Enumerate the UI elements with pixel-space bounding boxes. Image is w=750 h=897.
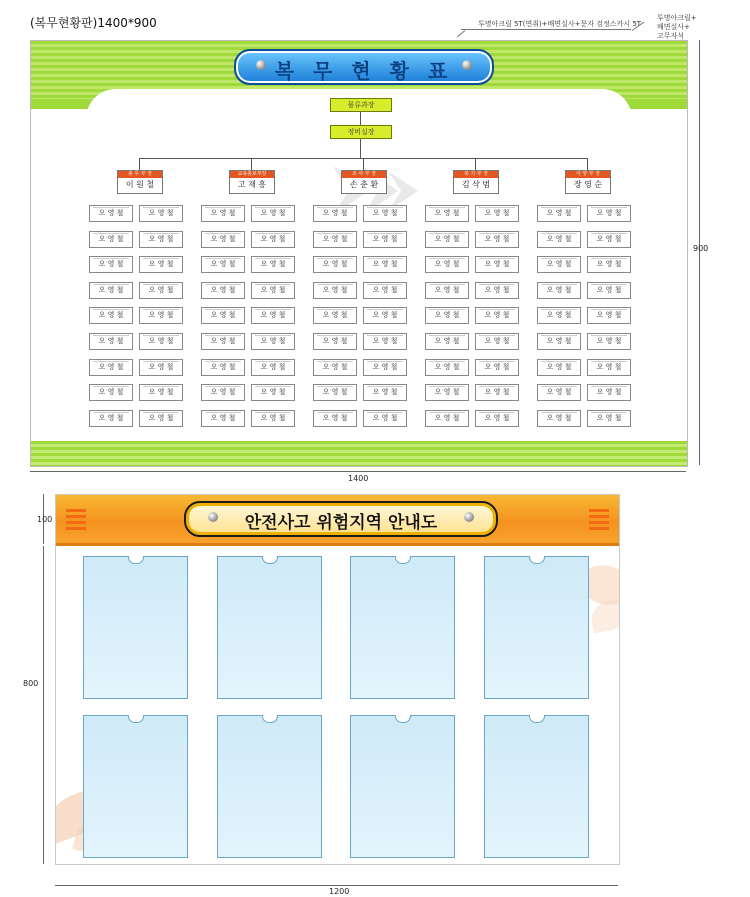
member-card: 오 영 철	[313, 307, 357, 324]
member-card: 오 영 철	[201, 307, 245, 324]
member-card: 오 영 철	[251, 410, 295, 427]
member-card: 오 영 철	[89, 307, 133, 324]
board2-height-label: 800	[23, 679, 39, 688]
member-card: 오 영 철	[587, 256, 631, 273]
member-card: 오 영 철	[251, 205, 295, 222]
member-card: 오 영 철	[139, 410, 183, 427]
member-card: 오 영 철	[363, 282, 407, 299]
vent-decoration	[66, 521, 86, 524]
duty-status-board	[30, 40, 688, 467]
member-card: 오 영 철	[363, 333, 407, 350]
org-connector	[360, 112, 361, 125]
member-card: 오 영 철	[139, 205, 183, 222]
member-card: 오 영 철	[425, 410, 469, 427]
board1-height-label: 900	[693, 244, 709, 253]
member-card: 오 영 철	[475, 384, 519, 401]
org-connector	[251, 158, 252, 170]
member-card: 오 영 철	[201, 333, 245, 350]
department-tag: 복 지 부 장	[454, 171, 498, 178]
member-card: 오 영 철	[251, 282, 295, 299]
board2-title: 안전사고 위험지역 안내도	[244, 513, 438, 533]
member-card: 오 영 철	[251, 359, 295, 376]
member-card: 오 영 철	[201, 384, 245, 401]
vent-decoration	[589, 509, 609, 512]
member-card: 오 영 철	[139, 333, 183, 350]
member-card: 오 영 철	[139, 307, 183, 324]
member-card: 오 영 철	[475, 359, 519, 376]
org-connector	[360, 139, 361, 158]
orange-divider	[56, 543, 619, 546]
department-head-card	[341, 170, 387, 194]
member-card: 오 영 철	[251, 231, 295, 248]
org-connector	[139, 158, 140, 170]
member-card: 오 영 철	[139, 282, 183, 299]
member-card: 오 영 철	[425, 205, 469, 222]
side-note-line: 투명아크릴+	[657, 14, 697, 22]
member-card: 오 영 철	[363, 231, 407, 248]
org-connector	[475, 158, 476, 170]
department-head-name: 이 원 철	[125, 180, 155, 189]
safety-guide-board	[55, 494, 620, 865]
member-card: 오 영 철	[313, 333, 357, 350]
member-card: 오 영 철	[363, 205, 407, 222]
member-card: 오 영 철	[313, 384, 357, 401]
member-card: 오 영 철	[139, 384, 183, 401]
member-card: 오 영 철	[587, 333, 631, 350]
vent-decoration	[589, 521, 609, 524]
member-card: 오 영 철	[587, 384, 631, 401]
member-card: 오 영 철	[363, 410, 407, 427]
member-card: 오 영 철	[425, 333, 469, 350]
member-card: 오 영 철	[537, 359, 581, 376]
vent-decoration	[589, 515, 609, 518]
member-card: 오 영 철	[475, 410, 519, 427]
member-card: 오 영 철	[475, 256, 519, 273]
department-head-card	[117, 170, 163, 194]
vent-decoration	[66, 509, 86, 512]
member-card: 오 영 철	[89, 333, 133, 350]
side-note	[657, 14, 697, 41]
member-card: 오 영 철	[363, 307, 407, 324]
member-card: 오 영 철	[363, 256, 407, 273]
board2-header-label: 100	[37, 515, 53, 524]
member-card: 오 영 철	[139, 359, 183, 376]
acrylic-pocket	[350, 715, 455, 858]
member-card: 오 영 철	[313, 359, 357, 376]
board1-title-banner	[234, 49, 494, 85]
member-card: 오 영 철	[537, 231, 581, 248]
member-card: 오 영 철	[201, 359, 245, 376]
acrylic-pocket	[83, 556, 188, 699]
member-card: 오 영 철	[89, 384, 133, 401]
org-connector	[363, 158, 364, 170]
member-card: 오 영 철	[425, 282, 469, 299]
vent-decoration	[66, 527, 86, 530]
member-card: 오 영 철	[537, 384, 581, 401]
board2-width-label: 1200	[329, 887, 350, 896]
member-card: 오 영 철	[363, 384, 407, 401]
org-connector	[587, 158, 588, 170]
acrylic-pocket	[484, 556, 589, 699]
department-head-name: 장 영 순	[573, 180, 603, 189]
acrylic-pocket	[217, 556, 322, 699]
acrylic-pocket	[350, 556, 455, 699]
material-note: 투명아크릴 5T(면취)+배면실사+문자 검정스카시 5T	[478, 20, 642, 28]
member-card: 오 영 철	[201, 231, 245, 248]
member-card: 오 영 철	[139, 231, 183, 248]
member-card: 오 영 철	[475, 231, 519, 248]
member-card: 오 영 철	[251, 333, 295, 350]
note-leader-arrow	[457, 30, 465, 37]
member-card: 오 영 철	[251, 307, 295, 324]
leaf-decoration	[589, 597, 620, 633]
stud-icon	[462, 60, 472, 70]
member-card: 오 영 철	[251, 256, 295, 273]
member-card: 오 영 철	[139, 256, 183, 273]
acrylic-pocket	[217, 715, 322, 858]
member-card: 오 영 철	[475, 205, 519, 222]
member-card: 오 영 철	[537, 282, 581, 299]
member-card: 오 영 철	[587, 307, 631, 324]
department-tag: 교육총보부장	[230, 171, 274, 178]
department-tag: 조 사 부 장	[342, 171, 386, 178]
member-card: 오 영 철	[201, 256, 245, 273]
member-card: 오 영 철	[89, 231, 133, 248]
vent-decoration	[66, 515, 86, 518]
department-head-name: 고 재 흥	[237, 180, 267, 189]
member-card: 오 영 철	[425, 256, 469, 273]
department-head-card	[565, 170, 611, 194]
member-card: 오 영 철	[537, 256, 581, 273]
member-card: 오 영 철	[475, 307, 519, 324]
member-card: 오 영 철	[251, 384, 295, 401]
member-card: 오 영 철	[313, 282, 357, 299]
member-card: 오 영 철	[89, 282, 133, 299]
green-stripe-bottom	[31, 441, 687, 466]
acrylic-pocket	[484, 715, 589, 858]
board1-title: 복 무 현 황 표	[274, 59, 454, 83]
member-card: 오 영 철	[313, 231, 357, 248]
dim-line-board2-width	[55, 885, 618, 886]
dim-line-width	[30, 471, 686, 472]
member-card: 오 영 철	[313, 256, 357, 273]
member-card: 오 영 철	[89, 256, 133, 273]
member-card: 오 영 철	[425, 307, 469, 324]
member-card: 오 영 철	[537, 410, 581, 427]
department-head-name: 김 삭 범	[461, 180, 491, 189]
member-card: 오 영 철	[425, 359, 469, 376]
member-card: 오 영 철	[201, 410, 245, 427]
vent-decoration	[589, 527, 609, 530]
member-card: 오 영 철	[587, 282, 631, 299]
department-tag: 총 무 부 장	[118, 171, 162, 178]
top-box-maintenance: 정비실장	[330, 125, 392, 139]
member-card: 오 영 철	[475, 333, 519, 350]
member-card: 오 영 철	[537, 205, 581, 222]
member-card: 오 영 철	[587, 205, 631, 222]
member-card: 오 영 철	[89, 410, 133, 427]
member-card: 오 영 철	[475, 282, 519, 299]
member-card: 오 영 철	[537, 307, 581, 324]
top-box-logistics: 물류과장	[330, 98, 392, 112]
member-card: 오 영 철	[313, 205, 357, 222]
member-card: 오 영 철	[537, 333, 581, 350]
member-card: 오 영 철	[425, 384, 469, 401]
member-card: 오 영 철	[425, 231, 469, 248]
dim-line-board2-height	[43, 546, 44, 864]
board2-title-banner	[184, 501, 498, 537]
department-head-card	[453, 170, 499, 194]
member-card: 오 영 철	[201, 282, 245, 299]
department-head-name: 손 춘 환	[349, 180, 379, 189]
member-card: 오 영 철	[587, 410, 631, 427]
side-note-line: 배면실사+	[657, 23, 690, 31]
member-card: 오 영 철	[313, 410, 357, 427]
stud-icon	[464, 512, 474, 522]
member-card: 오 영 철	[587, 359, 631, 376]
department-head-card	[229, 170, 275, 194]
member-card: 오 영 철	[89, 205, 133, 222]
member-card: 오 영 철	[587, 231, 631, 248]
member-card: 오 영 철	[201, 205, 245, 222]
board1-width-label: 1400	[348, 474, 369, 483]
member-card: 오 영 철	[89, 359, 133, 376]
side-note-line: 고무자석	[657, 32, 685, 40]
page-title: (복무현황판)1400*900	[30, 16, 157, 30]
department-tag: 이 양 부 장	[566, 171, 610, 178]
note-leader-line	[461, 29, 631, 30]
member-card: 오 영 철	[363, 359, 407, 376]
acrylic-pocket	[83, 715, 188, 858]
